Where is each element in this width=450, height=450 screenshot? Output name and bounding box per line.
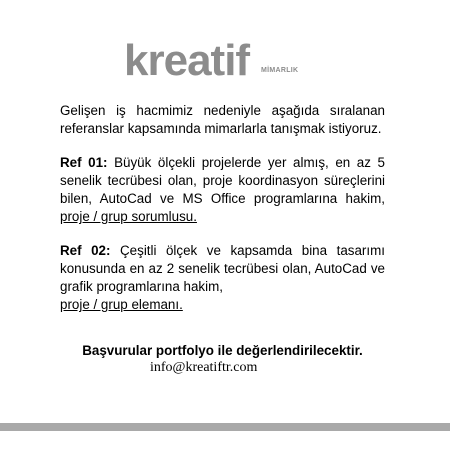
company-logo xyxy=(124,36,324,86)
announcement-body xyxy=(60,102,385,330)
logo-wordmark: kreatif xyxy=(124,36,250,85)
logo-subtitle: MİMARLIK xyxy=(261,67,299,74)
intro-paragraph: Gelişen iş hacmimiz nedeniyle aşağıda sıralanan referanslar kapsamında mimarlarla tanışmak istiyoruz. xyxy=(60,103,385,136)
ref-01-label: Ref 01: xyxy=(60,155,108,170)
bottom-divider xyxy=(0,423,450,431)
ref-01-paragraph xyxy=(60,154,385,226)
closing-statement: Başvurular portfolyo ile değerlendirilecektir. xyxy=(82,343,363,358)
ref-02-paragraph xyxy=(60,242,385,314)
ref-01-role: proje / grup sorumlusu. xyxy=(60,209,197,224)
ref-02-role: proje / grup elemanı. xyxy=(60,297,183,312)
ref-02-label: Ref 02: xyxy=(60,243,111,258)
ref-01-description: Büyük ölçekli projelerde yer almış, en az 5 senelik tecrübesi olan, proje koordinasyon süreçlerini bilen, AutoCad ve MS Office programlarına hakim, xyxy=(60,155,385,206)
ref-02-description: Çeşitli ölçek ve kapsamda bina tasarımı konusunda en az 2 senelik tecrübesi olan, AutoCad ve grafik programlarına hakim, xyxy=(60,243,385,294)
contact-email[interactable]: info@kreatiftr.com xyxy=(150,360,258,375)
